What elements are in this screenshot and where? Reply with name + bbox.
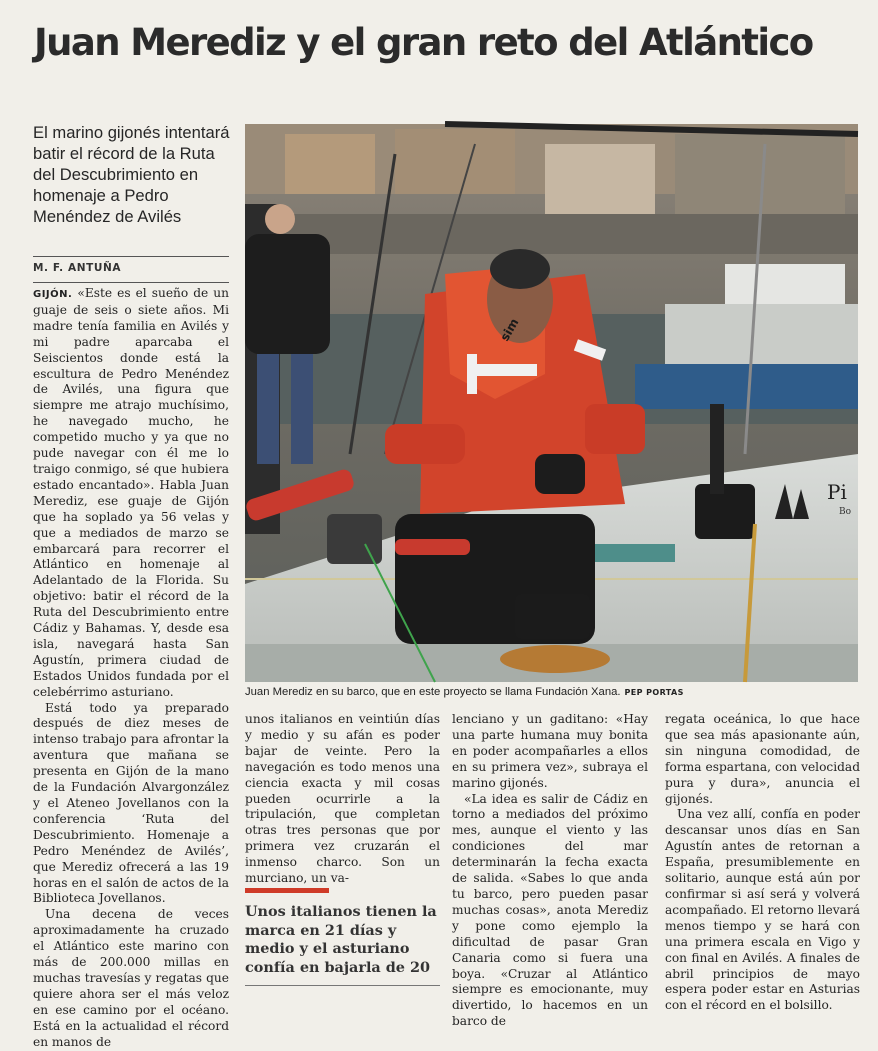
article-column-3 [452, 712, 648, 1030]
lifejacket-brand: sim [497, 315, 522, 344]
pullquote-accent-bar [245, 888, 329, 893]
article-column-4 [665, 712, 860, 1014]
paragraph: regata oceánica, lo que hace que sea más apasionante aún, sin ninguna comodidad, de forma espartana, con velocidad pura y dura», anuncia el gijonés. [665, 712, 860, 806]
hull-sublettering: Bo [839, 507, 852, 517]
caption-text: Juan Merediz en su barco, que en este proyecto se llama Fundación Xana. [245, 686, 621, 698]
subheadline: El marino gijonés intentará batir el récord de la Ruta del Descubrimiento en homenaje a Pedro Menéndez de Avilés [33, 123, 230, 226]
article-column-1 [33, 286, 229, 1051]
pullquote: Unos italianos tienen la marca en 21 días y medio y el asturiano confía en bajarla de 20 [245, 903, 437, 976]
paragraph: «La idea es salir de Cádiz en torno a mediados del próximo mes, aunque el viento y las condiciones del mar determinarán la fecha exacta de salida. «Sabes lo que anda tu barco, pero pueden pasar muchas cosas», anota Merediz y pone como ejemplo la dificultad de pasar Gran Canaria como si fuera una boya. «Cruzar al Atlántico siempre es emocionante, muy divertido, lo hacemos en un barco de [452, 791, 648, 1029]
article-column-2 [245, 712, 440, 887]
photo-illustration [245, 124, 858, 682]
headline: Juan Merediz y el gran reto del Atlántico [34, 21, 813, 64]
paragraph: Está todo ya preparado después de diez meses de intenso trabajo para afrontar la aventura que mañana se presenta en Gijón de la mano de la Fundación Alvargonzález y el Ateneo Jovellanos con la conferencia ‘Ruta del Descubrimiento. Homenaje a Pedro Menéndez de Avilés’, que Merediz ofrecerá a las 19 horas en el salón de actos de la Biblioteca Jovellanos. [33, 700, 229, 906]
byline-divider [33, 282, 229, 283]
hull-lettering: Pi [827, 480, 847, 504]
article-photo [245, 124, 858, 682]
paragraph-text: «Este es el sueño de un guaje de seis o siete años. Mi madre tenía familia en Avilés y mi padre aparcaba el Seiscientos donde está la escultura de Pedro Menéndez de Avilés, una figura que siempre me atrajo muchísimo, he navegado mucho, he competido mucho y ya que no pude navegar con él me lo traigo conmigo, sé que hubiera estado encantado». Habla Juan Merediz, ese guaje de Gijón que ha soplado ya 56 velas y que a mediados de marzo se embarcará para recorrer el Atlántico en homenaje al Adelantado de la Florida. Su objetivo: batir el récord de la Ruta del Descubrimiento entre Cádiz y Bahamas. Y, desde esa isla, navegará hasta San Agustín, primera ciudad de Estados Unidos fundada por el celebérrimo asturiano. [33, 286, 229, 699]
paragraph: unos italianos en veintiún días y medio y su afán es poder bajar de veinte. Pero la navegación es todo menos una ciencia exacta y mil cosas pueden ocurrirle a la tripulación, que completan otras tres personas que por primera vez cruzarán el inmenso charco. Son un murciano, un va- [245, 712, 440, 886]
photo-credit: PEP PORTAS [624, 688, 684, 697]
paragraph: Una decena de veces aproximadamente ha cruzado el Atlántico este marino con más de 200.000 millas en muchas travesías y regatas que quiere ahora ser el más veloz en ese camino por el océano. Está en la actualidad el récord en manos de [33, 907, 229, 1049]
pullquote-divider [245, 985, 440, 986]
dateline: GIJÓN. [33, 289, 73, 300]
paragraph: Una vez allí, confía en poder descansar unos días en San Agustín antes de retornan a España, presumiblemente en solitario, aunque está aún por confirmar si así será y volverá acompañado. El retorno llevará menos tiempo y se hará con una primera escala en Vigo y con final en Avilés. A finales de abril principios de mayo espera poder estar en Asturias con el récord en el bolsillo. [665, 807, 860, 1013]
byline: M. F. ANTUÑA [33, 256, 229, 274]
paragraph [33, 286, 229, 701]
paragraph: lenciano y un gaditano: «Hay una parte humana muy bonita en poder acompañarles a ellos en su primera vez», subraya el marino gijonés. [452, 712, 648, 790]
photo-caption [245, 686, 858, 698]
